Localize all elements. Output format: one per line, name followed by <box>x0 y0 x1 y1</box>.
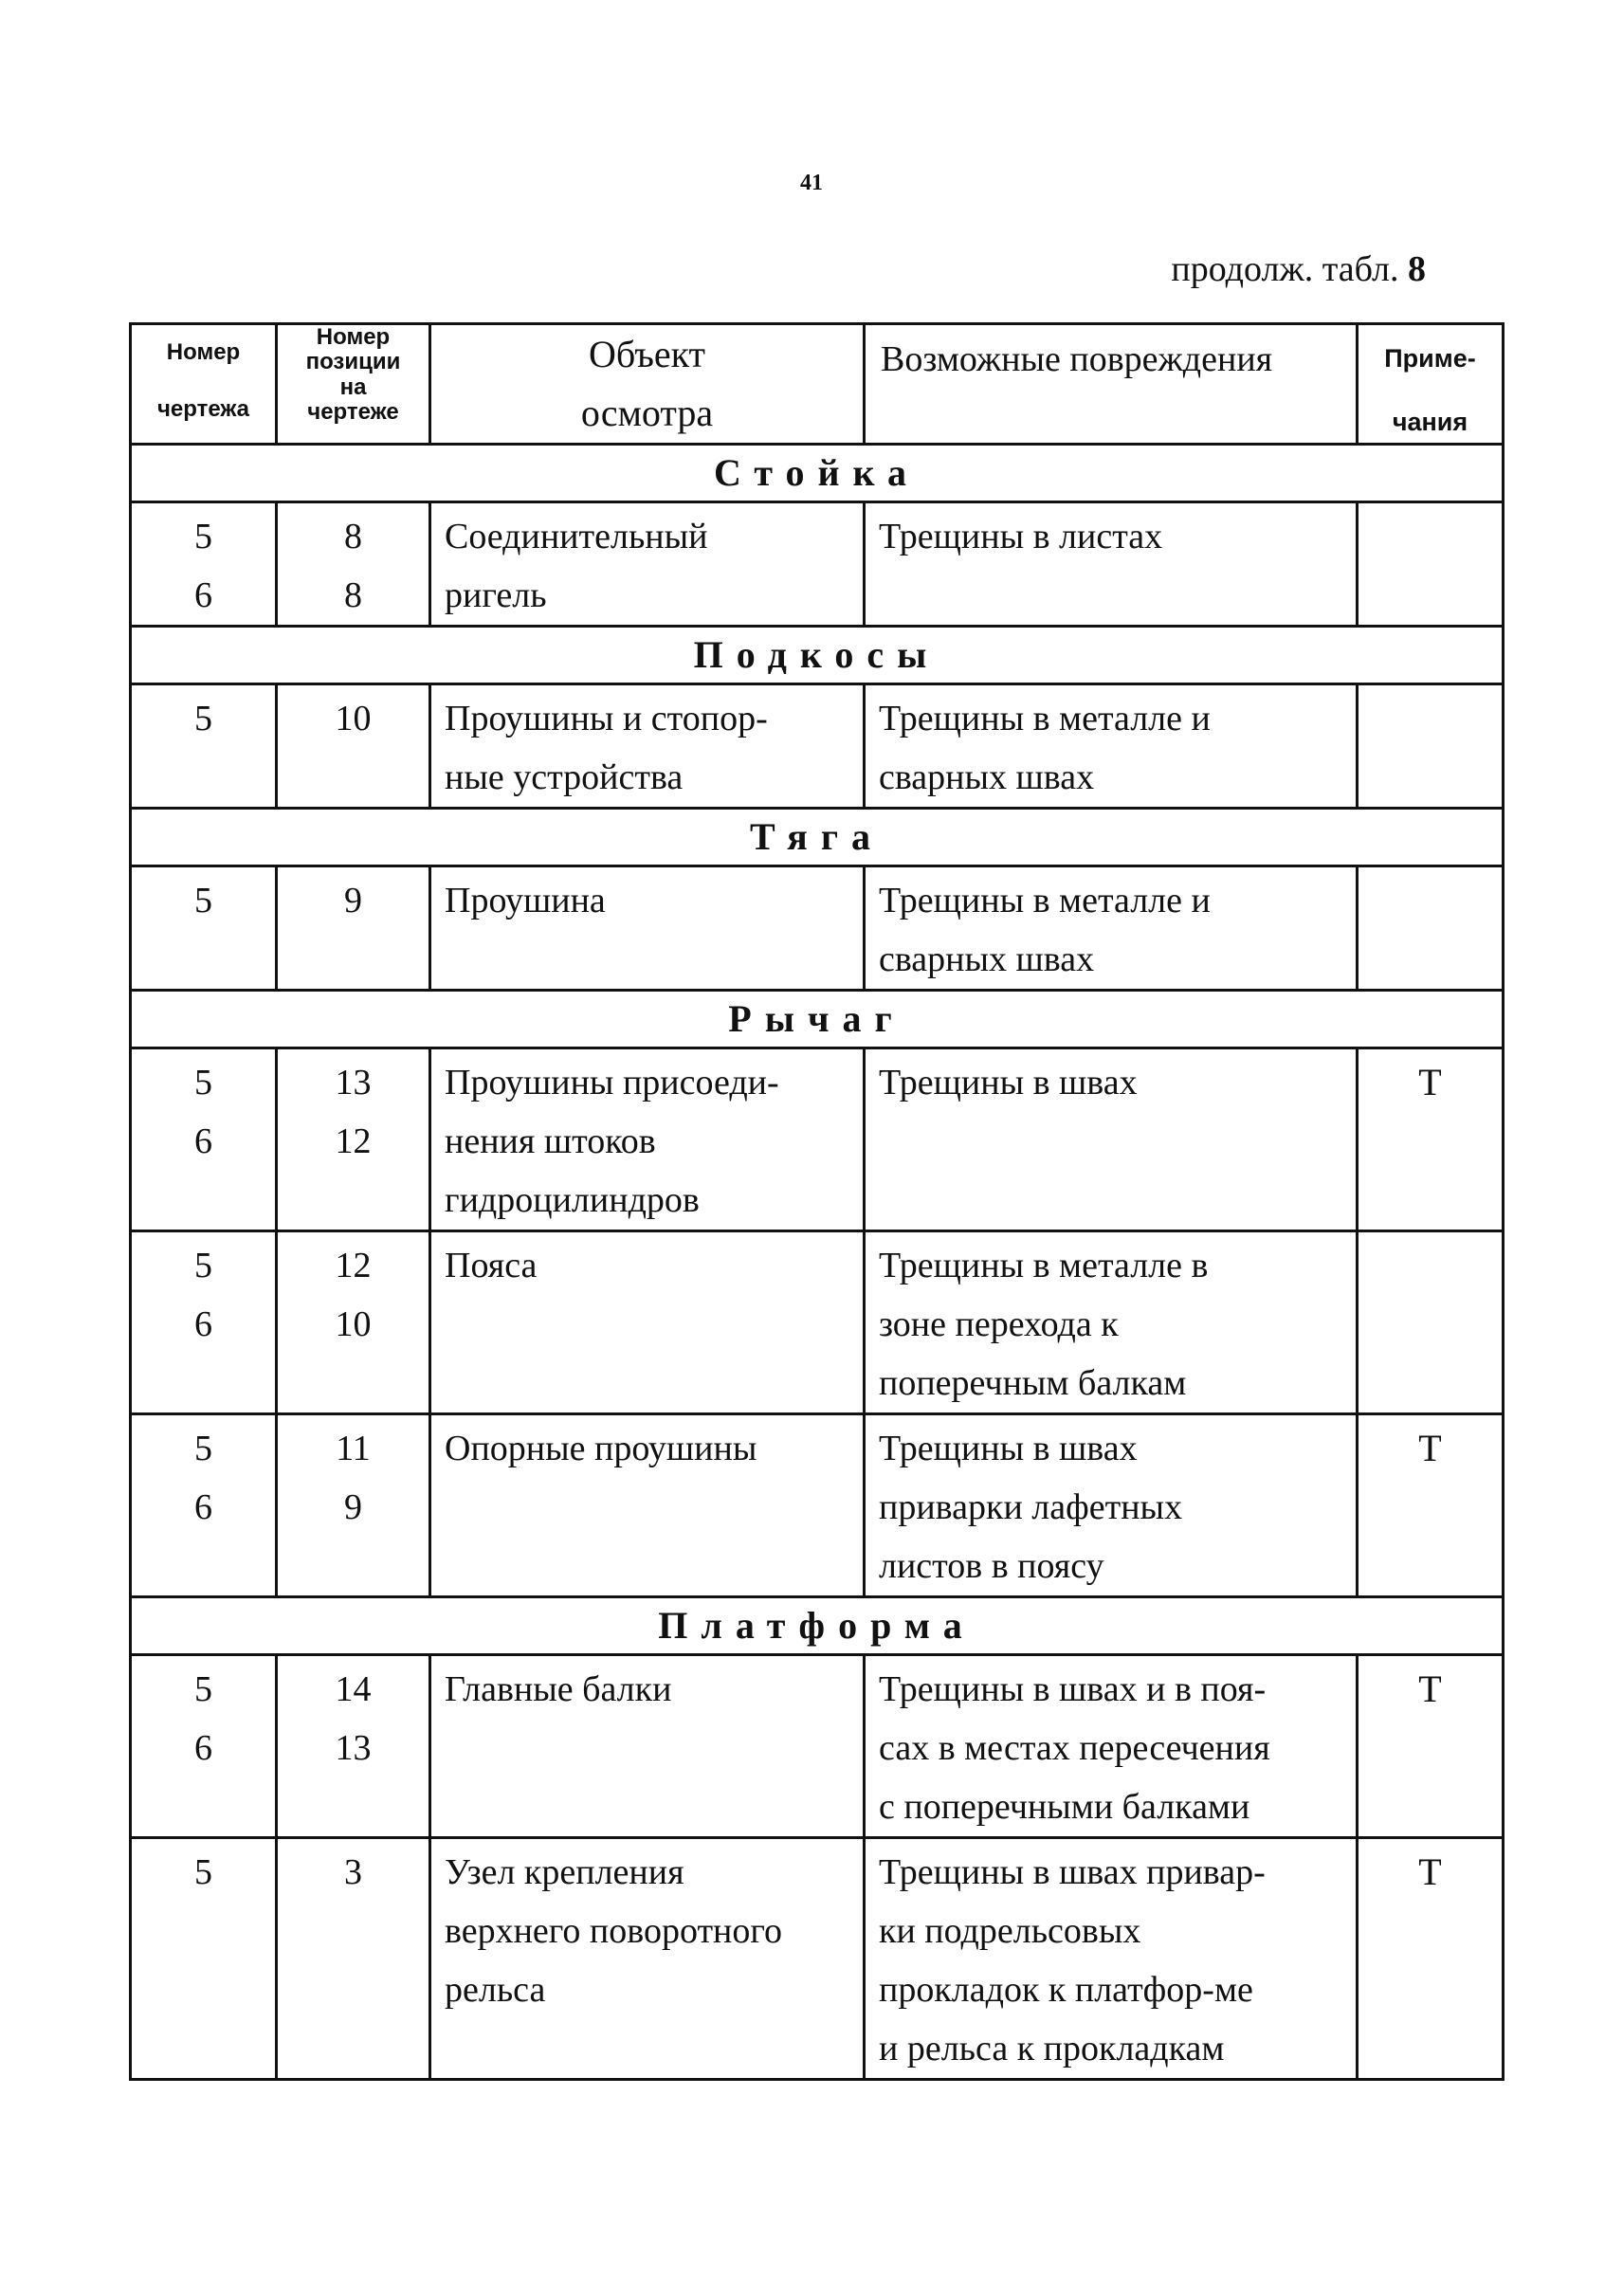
object-cell-line: нения штоков <box>445 1121 656 1161</box>
damage-cell-line: сах в местах пересечения <box>879 1728 1270 1768</box>
position-number-cell-line: 13 <box>335 1063 372 1102</box>
damage-cell-line: приварки лафетных <box>879 1487 1183 1527</box>
position-number-cell <box>277 866 430 991</box>
object-cell <box>430 1048 865 1231</box>
table-row <box>131 1655 1504 1838</box>
note-cell: Т <box>1358 1655 1504 1838</box>
section-header-row <box>131 991 1504 1048</box>
damage-cell <box>865 1414 1358 1597</box>
drawing-number-cell-line: 6 <box>194 1487 212 1527</box>
damage-cell <box>865 1048 1358 1231</box>
object-cell-line: Проушины присоеди- <box>445 1063 779 1102</box>
table-number: 8 <box>1408 249 1426 289</box>
table-body <box>131 445 1504 2080</box>
header-position-number: Номер позиции на чертеже <box>277 324 430 445</box>
position-number-cell-line: 12 <box>335 1246 372 1285</box>
object-cell-line: Опорные проушины <box>445 1429 757 1468</box>
damage-cell <box>865 502 1358 627</box>
object-cell-line: рельса <box>445 1970 546 2010</box>
section-header-row <box>131 445 1504 502</box>
header-object: Объект осмотра <box>430 324 865 445</box>
position-number-cell-line: 9 <box>344 1487 362 1527</box>
damage-cell <box>865 866 1358 991</box>
position-number-cell-line: 8 <box>344 575 362 615</box>
damage-cell-line: Трещины в швах <box>879 1063 1138 1102</box>
drawing-number-cell-line: 6 <box>194 1121 212 1161</box>
table-row <box>131 1414 1504 1597</box>
drawing-number-cell <box>131 1414 277 1597</box>
damage-cell <box>865 684 1358 809</box>
drawing-number-cell-line: 6 <box>194 1304 212 1344</box>
note-cell <box>1358 866 1504 991</box>
header-notes: Приме- чания <box>1358 324 1504 445</box>
drawing-number-cell <box>131 866 277 991</box>
damage-cell <box>865 1838 1358 2080</box>
damage-cell-line: Трещины в швах привар- <box>879 1852 1266 1892</box>
damage-cell-line: зоне перехода к <box>879 1304 1119 1344</box>
object-cell-line: ригель <box>445 575 547 615</box>
damage-cell-line: Трещины в металле и <box>879 881 1211 920</box>
table-row <box>131 502 1504 627</box>
drawing-number-cell-line: 5 <box>194 1063 212 1102</box>
inspection-table <box>129 322 1504 2081</box>
drawing-number-cell-line: 5 <box>194 881 212 920</box>
table-header-row <box>131 324 1504 445</box>
position-number-cell <box>277 1655 430 1838</box>
position-number-cell-line: 9 <box>344 881 362 920</box>
position-number-cell-line: 11 <box>336 1429 371 1468</box>
position-number-cell-line: 10 <box>335 1304 372 1344</box>
drawing-number-cell <box>131 1655 277 1838</box>
header-damage: Возможные повреждения <box>865 324 1358 445</box>
drawing-number-cell-line: 5 <box>194 1429 212 1468</box>
note-cell: Т <box>1358 1048 1504 1231</box>
note-cell <box>1358 1231 1504 1414</box>
object-cell <box>430 1231 865 1414</box>
position-number-cell-line: 14 <box>335 1669 372 1709</box>
drawing-number-cell-line: 5 <box>194 699 212 738</box>
damage-cell-line: Трещины в листах <box>879 517 1163 556</box>
section-header-row <box>131 627 1504 684</box>
damage-cell <box>865 1655 1358 1838</box>
section-header-row <box>131 809 1504 866</box>
position-number-cell <box>277 684 430 809</box>
drawing-number-cell-line: 5 <box>194 517 212 556</box>
object-cell-line: Главные балки <box>445 1669 672 1709</box>
table-row <box>131 866 1504 991</box>
position-number-cell-line: 3 <box>344 1852 362 1892</box>
object-cell-line: Соединительный <box>445 517 708 556</box>
damage-cell-line: с поперечными балками <box>879 1787 1250 1827</box>
object-cell-line: верхнего поворотного <box>445 1911 783 1951</box>
damage-cell-line: Трещины в металле и <box>879 699 1211 738</box>
object-cell <box>430 502 865 627</box>
section-title: Рычаг <box>131 991 1504 1048</box>
object-cell <box>430 1838 865 2080</box>
object-cell-line: ные устройства <box>445 757 684 797</box>
drawing-number-cell-line: 6 <box>194 1728 212 1768</box>
damage-cell-line: и рельса к прокладкам <box>879 2029 1225 2068</box>
position-number-cell <box>277 1414 430 1597</box>
header-drawing-number: Номер чертежа <box>131 324 277 445</box>
drawing-number-cell <box>131 1838 277 2080</box>
table-row <box>131 684 1504 809</box>
drawing-number-cell-line: 5 <box>194 1669 212 1709</box>
section-header-row <box>131 1597 1504 1655</box>
note-cell <box>1358 502 1504 627</box>
note-cell: Т <box>1358 1414 1504 1597</box>
position-number-cell <box>277 1838 430 2080</box>
object-cell <box>430 866 865 991</box>
section-title: Тяга <box>131 809 1504 866</box>
table-continuation-caption <box>1171 248 1426 290</box>
section-title: Платформа <box>131 1597 1504 1655</box>
position-number-cell-line: 13 <box>335 1728 372 1768</box>
object-cell <box>430 1655 865 1838</box>
damage-cell-line: Трещины в металле в <box>879 1246 1209 1285</box>
object-cell <box>430 1414 865 1597</box>
damage-cell-line: поперечным балкам <box>879 1363 1187 1403</box>
damage-cell-line: прокладок к платфор-ме <box>879 1970 1253 2010</box>
drawing-number-cell-line: 6 <box>194 575 212 615</box>
drawing-number-cell <box>131 684 277 809</box>
damage-cell-line: сварных швах <box>879 939 1095 979</box>
damage-cell-line: Трещины в швах и в поя- <box>879 1669 1267 1709</box>
position-number-cell-line: 12 <box>335 1121 372 1161</box>
object-cell-line: Проушина <box>445 881 606 920</box>
object-cell-line: Пояса <box>445 1246 538 1285</box>
drawing-number-cell-line: 5 <box>194 1246 212 1285</box>
section-title: Подкосы <box>131 627 1504 684</box>
object-cell-line: Узел крепления <box>445 1852 684 1892</box>
position-number-cell-line: 10 <box>335 699 372 738</box>
damage-cell-line: листов в поясу <box>879 1546 1104 1586</box>
drawing-number-cell <box>131 1048 277 1231</box>
object-cell-line: гидроцилиндров <box>445 1180 700 1220</box>
section-title: Стойка <box>131 445 1504 502</box>
note-cell: Т <box>1358 1838 1504 2080</box>
drawing-number-cell <box>131 502 277 627</box>
object-cell-line: Проушины и стопор- <box>445 699 768 738</box>
drawing-number-cell-line: 5 <box>194 1852 212 1892</box>
object-cell <box>430 684 865 809</box>
damage-cell-line: сварных швах <box>879 757 1095 797</box>
page-number: 41 <box>800 171 823 195</box>
note-cell <box>1358 684 1504 809</box>
position-number-cell <box>277 1048 430 1231</box>
damage-cell-line: ки подрельсовых <box>879 1911 1141 1951</box>
table-row <box>131 1838 1504 2080</box>
position-number-cell <box>277 1231 430 1414</box>
table-row <box>131 1231 1504 1414</box>
drawing-number-cell <box>131 1231 277 1414</box>
position-number-cell-line: 8 <box>344 517 362 556</box>
position-number-cell <box>277 502 430 627</box>
damage-cell <box>865 1231 1358 1414</box>
damage-cell-line: Трещины в швах <box>879 1429 1138 1468</box>
table-row <box>131 1048 1504 1231</box>
continuation-text: продолж. табл. <box>1171 249 1399 289</box>
